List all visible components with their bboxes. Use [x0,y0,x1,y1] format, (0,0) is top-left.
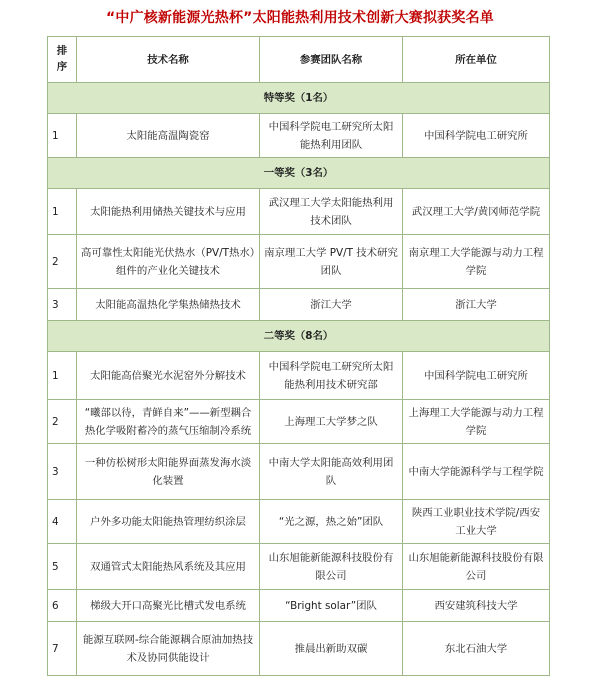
tech-name: 能源互联网-综合能源耦合原油加热技术及协同供能设计 [77,622,260,676]
rank-number: 2 [48,235,77,289]
team-name: 推晨出新助双碳 [260,622,403,676]
page-title: “中广核新能源光热杯”太阳能热利用技术创新大赛拟获奖名单 [105,10,494,26]
unit-name: 中南大学能源科学与工程学院 [403,444,550,500]
rank-number: 2 [48,400,77,444]
tech-name: 高可靠性太阳能光伏热水（PV/T热水）组件的产业化关键技术 [77,235,260,289]
rank-number: 3 [48,289,77,321]
header-tech-name: 技术名称 [77,37,260,83]
rank-number: 1 [48,189,77,235]
team-name: 武汉理工大学太阳能热利用技术团队 [260,189,403,235]
team-name: “光之源，热之始”团队 [260,500,403,544]
unit-name: 东北石油大学 [403,622,550,676]
header-seq: 排序 [48,37,77,83]
table-row [48,544,550,590]
unit-name: 中国科学院电工研究所 [403,114,550,158]
team-name: 浙江大学 [260,289,403,321]
section-label: 特等奖（1名） [48,83,550,114]
unit-name: 西安建筑科技大学 [403,590,550,622]
rank-number: 1 [48,352,77,400]
tech-name: 太阳能高温热化学集热储热技术 [77,289,260,321]
team-name: 上海理工大学梦之队 [260,400,403,444]
unit-name: 山东旭能新能源科技股份有限公司 [403,544,550,590]
team-name: 中国科学院电工研究所太阳能热利用技术研究部 [260,352,403,400]
table-row [48,114,550,158]
table-body [48,83,550,676]
section-header-row [48,158,550,189]
tech-name: “曦部以待，青鲜自来”——新型耦合热化学吸附蓄冷的蒸气压缩制冷系统 [77,400,260,444]
header-unit: 所在单位 [403,37,550,83]
tech-name: 太阳能热利用储热关键技术与应用 [77,189,260,235]
tech-name: 户外多功能太阳能热管理纺织涂层 [77,500,260,544]
team-name: “Bright solar”团队 [260,590,403,622]
table-row [48,352,550,400]
unit-name: 陕西工业职业技术学院/西安工业大学 [403,500,550,544]
rank-number: 1 [48,114,77,158]
rank-number: 5 [48,544,77,590]
rank-number: 7 [48,622,77,676]
table-row [48,289,550,321]
tech-name: 太阳能高倍聚光水泥窑外分解技术 [77,352,260,400]
table-header-row [48,37,550,83]
unit-name: 浙江大学 [403,289,550,321]
table-row [48,189,550,235]
rank-number: 3 [48,444,77,500]
rank-number: 6 [48,590,77,622]
team-name: 南京理工大学 PV/T 技术研究团队 [260,235,403,289]
tech-name: 梯级大开口高聚光比槽式发电系统 [77,590,260,622]
section-label: 一等奖（3名） [48,158,550,189]
unit-name: 上海理工大学能源与动力工程学院 [403,400,550,444]
awards-table [47,36,550,676]
header-team-name: 参赛团队名称 [260,37,403,83]
table-row [48,622,550,676]
table-row [48,590,550,622]
team-name: 山东旭能新能源科技股份有限公司 [260,544,403,590]
unit-name: 南京理工大学能源与动力工程学院 [403,235,550,289]
tech-name: 一种仿松树形太阳能界面蒸发海水淡化装置 [77,444,260,500]
section-header-row [48,83,550,114]
tech-name: 太阳能高温陶瓷窑 [77,114,260,158]
table-row [48,235,550,289]
team-name: 中国科学院电工研究所太阳能热利用团队 [260,114,403,158]
section-header-row [48,321,550,352]
table-row [48,444,550,500]
rank-number: 4 [48,500,77,544]
tech-name: 双通管式太阳能热风系统及其应用 [77,544,260,590]
table-row [48,500,550,544]
section-label: 二等奖（8名） [48,321,550,352]
unit-name: 中国科学院电工研究所 [403,352,550,400]
unit-name: 武汉理工大学/黄冈师范学院 [403,189,550,235]
team-name: 中南大学太阳能高效利用团队 [260,444,403,500]
table-row [48,400,550,444]
